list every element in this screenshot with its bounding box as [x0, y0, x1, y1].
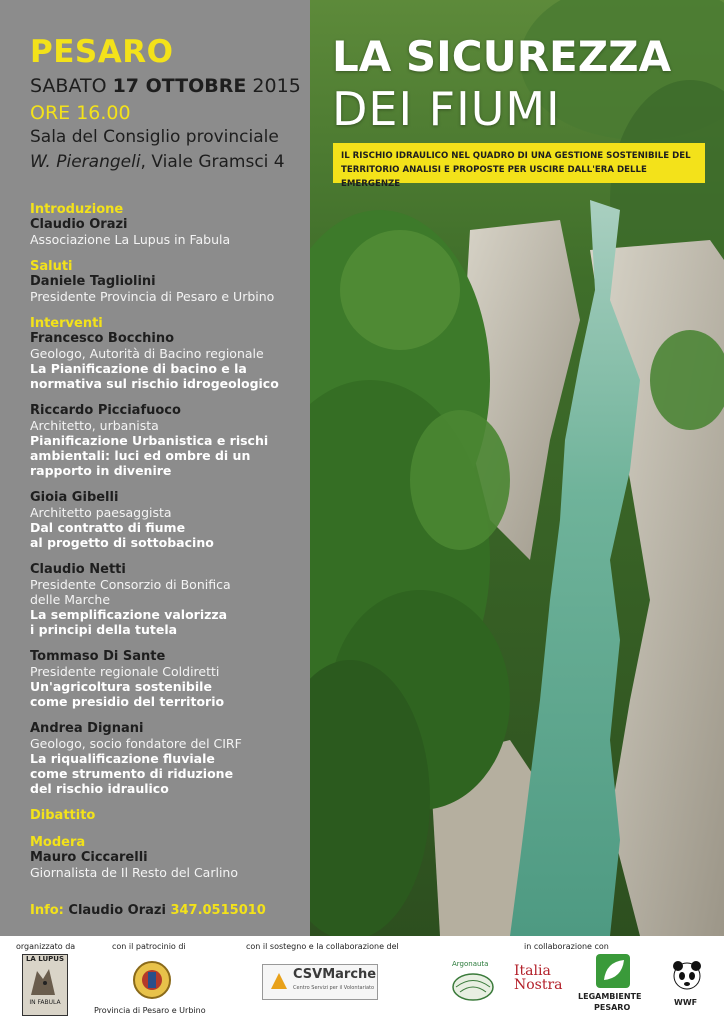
organized-label: organizzato da — [16, 942, 76, 951]
italia-nostra-logo: Italia Nostra — [514, 963, 563, 993]
legambiente-leaf-icon — [596, 954, 630, 988]
info-contact: Info: Claudio Orazi 347.0515010 — [30, 903, 266, 918]
province-crest-icon — [132, 958, 172, 1004]
support-label: con il sostegno e la collaborazione del — [246, 942, 399, 951]
sponsors-footer — [0, 936, 724, 1024]
collab-label: in collaborazione con — [524, 942, 609, 951]
argonauta-shell-icon — [452, 972, 494, 1002]
event-date: SABATO 17 OTTOBRE 2015 — [30, 75, 301, 97]
lupus-logo: LA LUPUS IN FABULA — [22, 954, 68, 1016]
wolf-icon — [23, 963, 65, 999]
event-address: W. Pierangeli, Viale Gramsci 4 — [30, 152, 285, 172]
province-name: Provincia di Pesaro e Urbino — [94, 1006, 206, 1015]
csv-arrow-icon — [269, 971, 289, 991]
program-panel — [0, 0, 310, 936]
poster-title-line2: DEI FIUMI — [332, 82, 561, 136]
program-list — [30, 202, 305, 892]
event-time: ORE 16.00 — [30, 102, 131, 124]
wwf-panda-icon — [670, 960, 704, 996]
program-speaker: Interventi Francesco Bocchino Geologo, Autorità di Bacino regionale La Pianificazione di bacino e la normativa sul rischio idrogeologico — [30, 316, 279, 391]
program-speaker: Tommaso Di Sante Presidente regionale Coldiretti Un'agricoltura sostenibile come presidio del territorio — [30, 649, 225, 709]
program-saluti: Saluti Daniele Tagliolini Presidente Provincia di Pesaro e Urbino — [30, 259, 275, 304]
poster-subtitle: IL RISCHIO IDRAULICO NEL QUADRO DI UNA GESTIONE SOSTENIBILE DEL TERRITORIO ANALISI E PROPOSTE PER USCIRE DALL'ERA DELLE EMERGENZE — [333, 143, 705, 183]
patronage-label: con il patrocinio di — [112, 942, 186, 951]
csv-marche-logo: CSVMarche Centro Servizi per il Volontariato — [262, 964, 378, 1000]
program-speaker: Andrea Dignani Geologo, socio fondatore del CIRF La riqualificazione fluviale come strumento di riduzione del rischio idraulico — [30, 721, 242, 796]
event-city: PESARO — [30, 34, 174, 70]
poster-title: LA SICUREZZA — [332, 32, 672, 81]
river-canyon-image — [310, 0, 724, 936]
event-venue: Sala del Consiglio provinciale — [30, 127, 279, 147]
program-speaker: Riccardo Picciafuoco Architetto, urbanista Pianificazione Urbanistica e rischi ambientali: luci ed ombre di un rapporto in divenire — [30, 403, 269, 478]
program-modera: Modera Mauro Ciccarelli Giornalista de Il Resto del Carlino — [30, 835, 238, 880]
program-speaker: Gioia Gibelli Architetto paesaggista Dal contratto di fiume al progetto di sottobacino — [30, 490, 214, 550]
legambiente-city: PESARO — [594, 1003, 631, 1012]
argonauta-name: Argonauta — [452, 960, 489, 968]
program-dibattito: Dibattito — [30, 808, 96, 823]
river-photo — [310, 0, 724, 936]
wwf-name: WWF — [674, 998, 698, 1007]
program-intro: Introduzione Claudio Orazi Associazione La Lupus in Fabula — [30, 202, 231, 247]
legambiente-name: LEGAMBIENTE — [578, 992, 642, 1001]
program-speaker: Claudio Netti Presidente Consorzio di Bonifica delle Marche La semplificazione valorizza i principi della tutela — [30, 562, 231, 637]
